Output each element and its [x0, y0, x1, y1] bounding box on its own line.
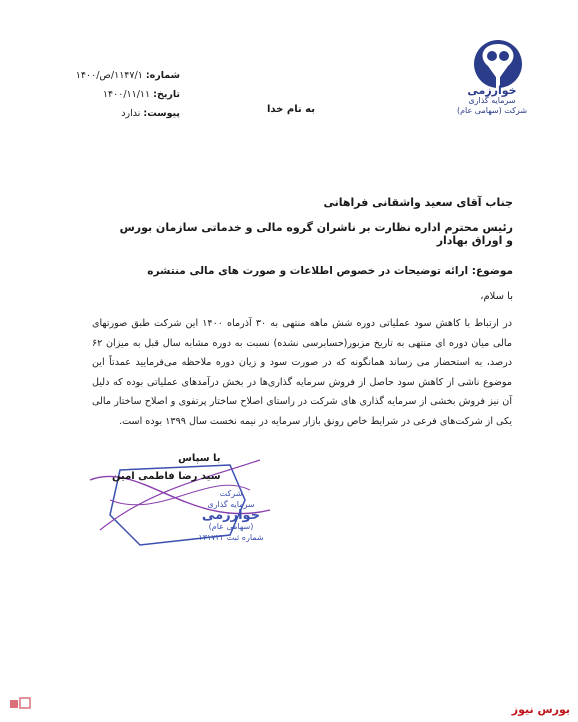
- logo-name: خوارزمی: [467, 84, 517, 97]
- letter-body: در ارتباط با کاهش سود عملیاتی دوره شش ماهه منتهی به ۳۰ آذرماه ۱۴۰۰ این شرکت طبق صورتهای مالی میان دوره ای منتهی به تاریخ مزبور(حسابرسی نشده) نسبت به دوره مشابه سال قبل به میزان ۶۲ درصد، به استحضار می رساند همانگونه که در صورت سود و زیان دوره ملاحظه می‌فرمایید عمدتاً این موضوع ناشی از کاهش سود حاصل از فروش سرمایه گذاری‌ها در بخش درآمدهای عملیاتی بوده که دلیل آن نیز فروش بخشی از سرمایه گذاری های شرکت در راستای اصلاح ساختار پرتفوی و اصلاح ساختار مالی یکی از شرکت‌های فرعی در شرایط خاص رونق بازار سرمایه در نیمه نخست سال ۱۳۹۹ بوده است.: [92, 318, 512, 427]
- letter-subject: موضوع: ارائه توضیحات در خصوص اطلاعات و صورت های مالی منتشره: [147, 265, 513, 277]
- signature-block: [112, 450, 221, 486]
- greeting: با سلام،: [480, 291, 513, 302]
- stamp-reg: شماره ثبت ۱۳۱۷۲۲: [198, 533, 264, 542]
- stamp-name: خوارزمی: [201, 508, 261, 523]
- stamp-type: سرمایه گذاری: [207, 500, 255, 509]
- attachment-label: پیوست:: [143, 108, 180, 119]
- corner-logo-icon: [6, 694, 36, 714]
- logo-line2: شرکت (سهامی عام): [456, 106, 528, 115]
- date-value: ۱۴۰۰/۱۱/۱۱: [102, 89, 151, 100]
- number-value: ۱۱۴۷/۱/ص/۱۴۰۰: [75, 70, 143, 81]
- attachment-value: ندارد: [121, 108, 141, 119]
- stamp-company: شرکت: [219, 489, 243, 498]
- attachment-row: [70, 104, 180, 123]
- date-label: تاریخ:: [153, 89, 180, 100]
- letter-meta: [70, 66, 180, 123]
- signatory: سید رضا فاطمی امین: [112, 471, 221, 482]
- number-row: [70, 66, 180, 85]
- date-row: [70, 85, 180, 104]
- stamp-kind: (سهامی عام): [208, 522, 254, 531]
- closing: با سپاس: [178, 453, 221, 464]
- basmala: به نام خدا: [266, 104, 316, 115]
- footer-brand: بورس نیوز: [511, 703, 570, 716]
- logo-line1: سرمایه گذاری: [468, 96, 516, 105]
- logo-text: [452, 86, 532, 116]
- letter-heading: [118, 196, 513, 316]
- recipient-name: جناب آقای سعید واشقانی فراهانی: [323, 196, 513, 209]
- number-label: شماره:: [145, 70, 180, 81]
- stamp-text: [196, 488, 266, 543]
- recipient-title: رئیس محترم اداره نظارت بر ناشران گروه مالی و خدماتی سازمان بورس و اوراق بهادار: [119, 221, 513, 247]
